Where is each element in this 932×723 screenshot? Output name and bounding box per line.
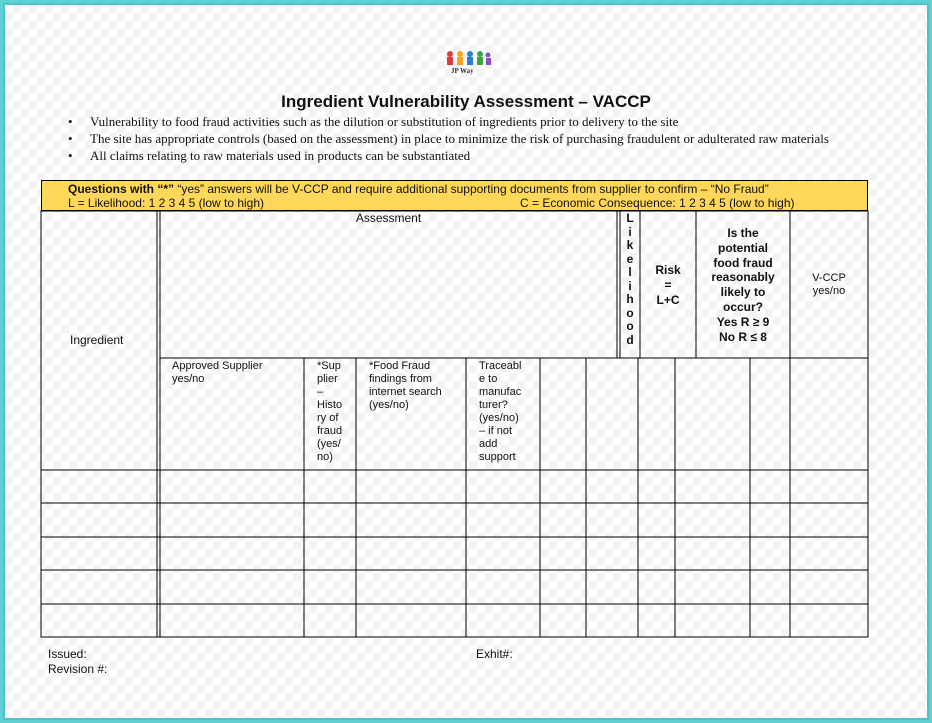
likely-line: potential — [718, 240, 768, 255]
supplier-history-header — [317, 360, 342, 464]
trace-line: – if not — [479, 425, 513, 437]
supplier-line: ry of — [317, 412, 339, 424]
vccp-line: yes/no — [812, 285, 846, 297]
vccp-header — [790, 272, 868, 298]
likelihood-letter: k — [626, 238, 634, 252]
likely-line: likely to — [720, 285, 766, 300]
likely-line: occur? — [722, 299, 763, 314]
likely-line: food fraud — [713, 255, 773, 270]
approved-line: Approved Supplier — [172, 360, 263, 372]
banner-bold-text: Questions with “*” — [68, 182, 175, 196]
supplier-line: Histo — [317, 399, 343, 411]
likelihood-letter: o — [626, 319, 634, 333]
likelihood-vertical-header — [620, 212, 640, 347]
likelihood-letter: i — [628, 278, 632, 293]
supplier-line: *Sup — [317, 360, 341, 372]
risk-line: Risk — [655, 263, 681, 277]
likelihood-letter: L — [626, 211, 634, 225]
fraud-line: findings from — [369, 373, 432, 385]
trace-line: support — [479, 451, 516, 463]
banner-rest-text: “yes” answers will be V-CCP and require additional supporting documents from supplier to confirm – “No Fraud” — [174, 182, 769, 196]
likelihood-letter: o — [626, 305, 634, 320]
assessment-header: Assessment — [355, 211, 422, 225]
supplier-line: plier — [317, 373, 338, 385]
bullet-item: • Vulnerability to food fraud activities such as the dilution or substitution of ingredients prior to delivery to the site — [68, 113, 829, 130]
trace-line: turer? — [479, 399, 508, 411]
ingredient-header: Ingredient — [70, 333, 124, 347]
likely-line: Yes R ≥ 9 — [716, 314, 770, 329]
fraud-line: (yes/no) — [369, 399, 409, 411]
bullet-item: • All claims relating to raw materials used in products can be substantiated — [68, 147, 829, 164]
supplier-line: no) — [317, 451, 333, 463]
food-fraud-findings-header — [369, 360, 442, 412]
consequence-scale: C = Economic Consequence: 1 2 3 4 5 (low to high) — [520, 196, 795, 210]
vccp-line: V-CCP — [812, 272, 846, 284]
likelihood-letter: d — [626, 332, 634, 347]
likelihood-letter: l — [628, 265, 632, 279]
likelihood-letter: e — [626, 251, 634, 266]
risk-line: = — [664, 278, 672, 292]
trace-line: Traceabl — [479, 360, 522, 372]
risk-header — [640, 263, 696, 308]
approved-line: yes/no — [172, 373, 205, 385]
likelihood-scale: L = Likelihood: 1 2 3 4 5 (low to high) — [68, 196, 265, 210]
likely-line: reasonably — [711, 270, 775, 285]
likely-line: Is the — [727, 226, 759, 240]
page-title: Ingredient Vulnerability Assessment – VACCP — [281, 92, 651, 111]
traceability-header — [479, 360, 521, 464]
logo-text: JP Way — [451, 67, 474, 75]
fraud-line: internet search — [369, 386, 442, 398]
risk-line: L+C — [656, 293, 680, 307]
likely-to-occur-header — [696, 226, 790, 344]
trace-line: add — [479, 438, 498, 450]
trace-line: manufac — [479, 386, 522, 398]
supplier-line: – — [317, 386, 324, 398]
trace-line: (yes/no) — [479, 412, 519, 424]
likelihood-letter: h — [626, 292, 634, 306]
issued-label: Issued: — [48, 647, 87, 661]
likely-line: No R ≤ 8 — [719, 329, 767, 344]
supplier-line: fraud — [317, 425, 343, 437]
revision-label: Revision #: — [48, 662, 108, 676]
exhibit-label: Exhit#: — [476, 647, 513, 661]
likelihood-letter: i — [628, 224, 632, 239]
approved-supplier-header — [172, 360, 263, 386]
supplier-line: (yes/ — [317, 438, 341, 450]
fraud-line: *Food Fraud — [369, 360, 431, 372]
bullet-item: • The site has appropriate controls (based on the assessment) in place to minimize the risk of purchasing fraudulent or adulterated raw materials — [68, 130, 829, 147]
trace-line: e to — [479, 373, 498, 385]
